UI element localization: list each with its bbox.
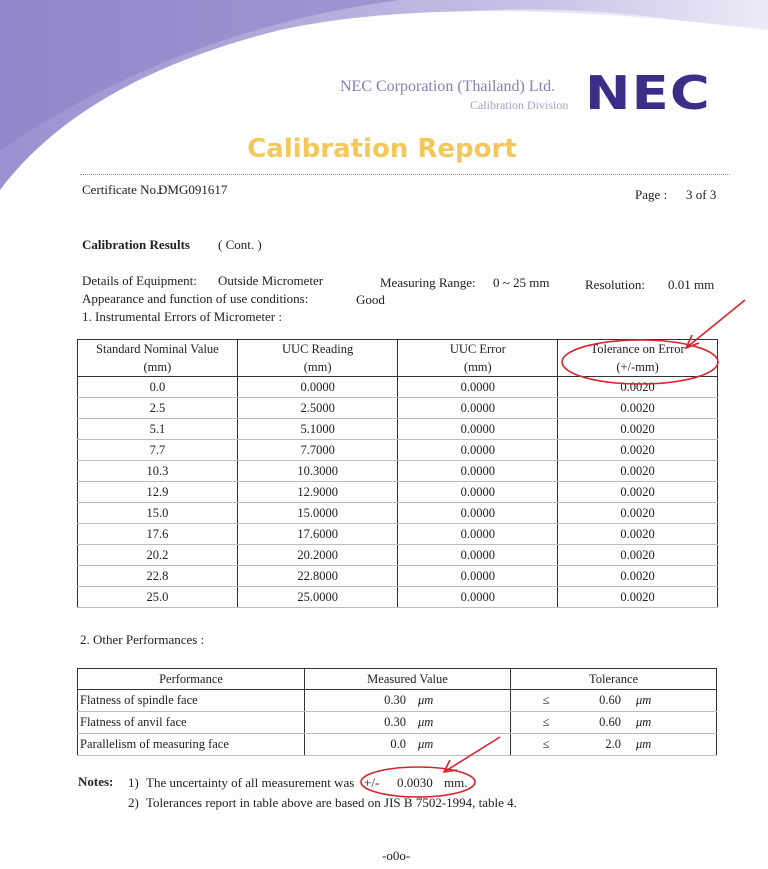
cell: 12.9000 [237, 482, 398, 503]
unit: μm [418, 737, 434, 751]
subheading-instrumental-errors: 1. Instrumental Errors of Micrometer : [82, 309, 282, 324]
note2-number: 2) [128, 795, 139, 810]
cell: 0.0020 [558, 419, 718, 440]
notes-label: Notes: [78, 774, 114, 789]
col-header-uuc-reading: UUC Reading [237, 340, 398, 359]
cell: 0.0020 [558, 524, 718, 545]
cell: 2.5000 [237, 398, 398, 419]
unit: μm [418, 693, 434, 707]
cell: 15.0000 [237, 503, 398, 524]
cell: 10.3 [78, 461, 238, 482]
note2-text: Tolerances report in table above are based on JIS B 7502-1994, table 4. [146, 795, 517, 810]
table-row [78, 398, 718, 419]
cell: 0.0000 [398, 440, 558, 461]
table-row [78, 587, 718, 608]
section-heading: Calibration Results [82, 237, 190, 252]
cell: 0.0020 [558, 398, 718, 419]
col-unit: (mm) [237, 358, 398, 377]
tolerance-value: 0.60 [599, 715, 621, 729]
col-header-performance: Performance [78, 669, 305, 690]
less-equal-symbol: ≤ [542, 693, 550, 707]
table-row [78, 712, 717, 734]
col-header-measured-value: Measured Value [305, 669, 511, 690]
subheading-other-performances: 2. Other Performances : [80, 632, 205, 647]
table-row [78, 566, 718, 587]
uncertainty-arrow-head [444, 760, 457, 772]
section-cont: ( Cont. ) [218, 237, 262, 252]
cell: 15.0 [78, 503, 238, 524]
col-unit: (mm) [398, 358, 558, 377]
cell: 22.8000 [237, 566, 398, 587]
appearance-label: Appearance and function of use conditions: [82, 291, 309, 306]
table-row [78, 377, 718, 398]
cell: 0.0000 [398, 461, 558, 482]
page-label: Page : [635, 187, 668, 202]
cell: 0.0020 [558, 587, 718, 608]
performance-name: Flatness of anvil face [78, 712, 305, 734]
cell: 5.1 [78, 419, 238, 440]
equipment-value: Outside Micrometer [218, 273, 324, 288]
measured-value: 0.30 [384, 715, 406, 729]
cell: 0.0000 [398, 419, 558, 440]
performance-name: Parallelism of measuring face [78, 734, 305, 756]
cell: 0.0 [78, 377, 238, 398]
resolution-label: Resolution: [585, 277, 645, 292]
nec-logo: NEC [585, 66, 711, 120]
cell: 0.0020 [558, 461, 718, 482]
resolution-value: 0.01 mm [668, 277, 715, 292]
table-row [78, 524, 718, 545]
table-row [78, 440, 718, 461]
other-performances-table [77, 668, 717, 756]
cell: 2.5 [78, 398, 238, 419]
cell: 0.0020 [558, 545, 718, 566]
table-row [78, 734, 717, 756]
cell: 17.6 [78, 524, 238, 545]
note1-unit: mm. [444, 775, 468, 790]
cell: 5.1000 [237, 419, 398, 440]
note1-text: The uncertainty of all measurement was [146, 775, 355, 790]
unit: μm [636, 715, 652, 729]
cell: 12.9 [78, 482, 238, 503]
cell: 0.0000 [398, 482, 558, 503]
cell: 0.0000 [398, 545, 558, 566]
cell: 17.6000 [237, 524, 398, 545]
page-number: 3 of 3 [686, 187, 717, 202]
unit: μm [636, 693, 652, 707]
header-divider [80, 174, 730, 175]
table-row [78, 419, 718, 440]
cell: 25.0000 [237, 587, 398, 608]
report-title: Calibration Report [247, 134, 517, 164]
cell: 0.0000 [398, 566, 558, 587]
equipment-label: Details of Equipment: [82, 273, 197, 288]
table-row [78, 690, 717, 712]
cell: 7.7000 [237, 440, 398, 461]
cell: 22.8 [78, 566, 238, 587]
certificate-label: Certificate No.: [82, 182, 163, 197]
certificate-number: DMG091617 [158, 182, 228, 197]
performance-name: Flatness of spindle face [78, 690, 305, 712]
col-header-nominal: Standard Nominal Value [78, 340, 238, 359]
table-row [78, 545, 718, 566]
measured-value: 0.30 [384, 693, 406, 707]
division-name: Calibration Division [470, 98, 569, 112]
table-row [78, 461, 718, 482]
instrumental-errors-table [77, 339, 718, 608]
cell: 0.0020 [558, 503, 718, 524]
end-mark: -o0o- [382, 848, 411, 863]
unit: μm [636, 737, 652, 751]
table-row [78, 503, 718, 524]
cell: 0.0000 [398, 377, 558, 398]
col-header-uuc-error: UUC Error [398, 340, 558, 359]
cell: 10.3000 [237, 461, 398, 482]
table-row [78, 482, 718, 503]
tolerance-value: 0.60 [599, 693, 621, 707]
cell: 0.0020 [558, 440, 718, 461]
cell: 0.0000 [398, 587, 558, 608]
cell: 7.7 [78, 440, 238, 461]
cell: 25.0 [78, 587, 238, 608]
range-label: Measuring Range: [380, 275, 476, 290]
appearance-value: Good [356, 292, 385, 307]
col-header-tolerance: Tolerance on Error [558, 340, 718, 359]
note1-plus-minus: +/- [364, 775, 380, 790]
cell: 0.0020 [558, 482, 718, 503]
cell: 0.0000 [237, 377, 398, 398]
tolerance-value: 2.0 [605, 737, 621, 751]
range-value: 0 ~ 25 mm [493, 275, 550, 290]
col-unit: (mm) [78, 358, 238, 377]
cell: 0.0000 [398, 503, 558, 524]
measured-value: 0.0 [390, 737, 406, 751]
cell: 0.0020 [558, 377, 718, 398]
col-header-tolerance: Tolerance [511, 669, 717, 690]
company-name: NEC Corporation (Thailand) Ltd. [340, 78, 556, 95]
cell: 0.0020 [558, 566, 718, 587]
cell: 20.2 [78, 545, 238, 566]
less-equal-symbol: ≤ [542, 737, 550, 751]
less-equal-symbol: ≤ [542, 715, 550, 729]
col-unit: (+/-mm) [558, 358, 718, 377]
unit: μm [418, 715, 434, 729]
note1-value: 0.0030 [397, 775, 433, 790]
cell: 0.0000 [398, 524, 558, 545]
cell: 0.0000 [398, 398, 558, 419]
cell: 20.2000 [237, 545, 398, 566]
note1-number: 1) [128, 775, 139, 790]
